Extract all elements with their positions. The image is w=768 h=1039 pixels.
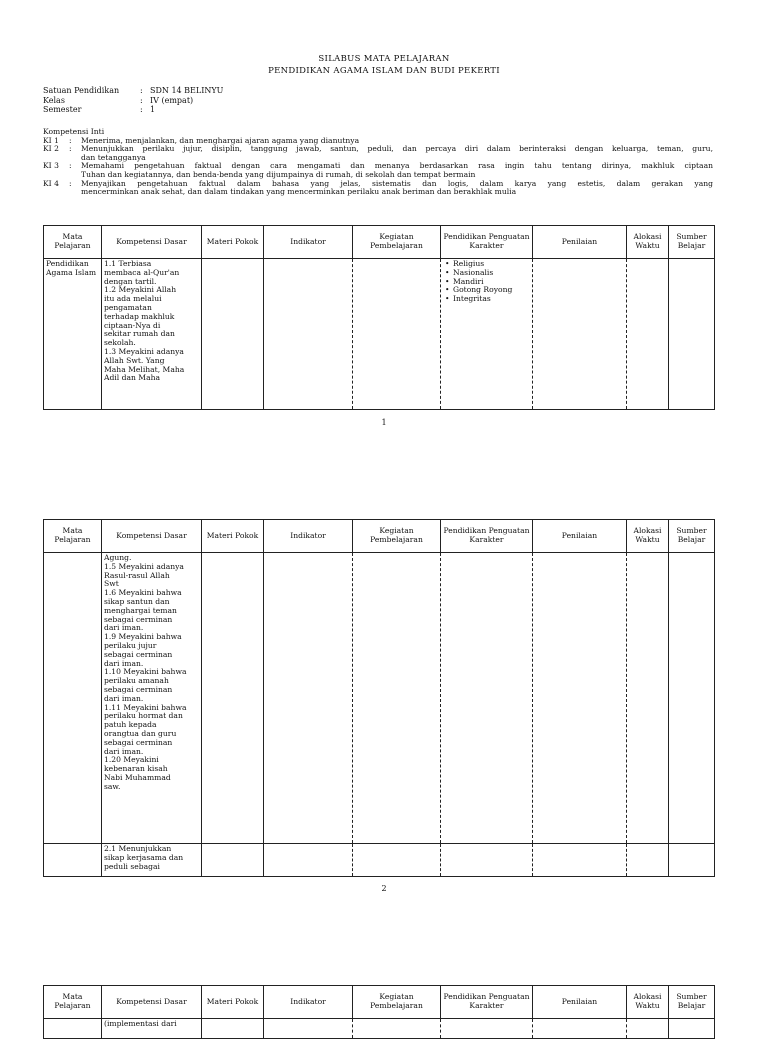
header-mapel: Mata Pelajaran (44, 520, 102, 553)
cell-alokasi (627, 553, 669, 844)
cell-mapel: Pendidikan Agama Islam (44, 259, 102, 410)
identity-block (43, 86, 223, 115)
kd-line: Swt (104, 579, 119, 589)
cell-mapel (44, 553, 102, 844)
cell-kd (102, 844, 202, 877)
cell-ppk (441, 844, 533, 877)
header-kd: Kompetensi Dasar (102, 520, 202, 553)
kd-line: (implementasi dari (104, 1020, 177, 1028)
header-alokasi: Alokasi Waktu (627, 986, 669, 1019)
ki-item: KI 2 : Menunjukkan perilaku jujur, disiplin, tanggung jawab, santun, peduli, dan percaya diri dalam berinteraksi dengan keluarga, teman, guru, dan tetangganya (43, 144, 713, 162)
kd-line: dari iman. (104, 746, 144, 756)
header-kd: Kompetensi Dasar (102, 226, 202, 259)
cell-kegiatan (353, 553, 441, 844)
header-ppk: Pendidikan Penguatan Karakter (441, 226, 533, 259)
kd-line: perilaku jujur (104, 640, 157, 650)
header-alokasi: Alokasi Waktu (627, 520, 669, 553)
kd-line: sebagai cerminan (104, 684, 173, 694)
header-materi: Materi Pokok (202, 226, 264, 259)
header-alokasi: Alokasi Waktu (627, 226, 669, 259)
cell-indikator (264, 259, 353, 410)
table-header-row (44, 226, 715, 259)
list-item: • Mandiri (453, 278, 530, 287)
kd-line: dengan tartil. (104, 276, 157, 286)
list-item: • Integritas (453, 295, 530, 304)
header-penilaian: Penilaian (533, 226, 627, 259)
cell-ppk (441, 259, 533, 410)
kd-line: kebenaran kisah (104, 764, 168, 774)
header-ppk: Pendidikan Penguatan Karakter (441, 520, 533, 553)
table-row (44, 1019, 715, 1039)
kd-line: 1.11 Meyakini bahwa (104, 702, 187, 712)
cell-kegiatan (353, 259, 441, 410)
cell-indikator (264, 844, 353, 877)
header-mapel: Mata Pelajaran (44, 226, 102, 259)
page-number: 1 (381, 418, 387, 427)
cell-mapel (44, 844, 102, 877)
syllabus-title: SILABUS MATA PELAJARAN (318, 54, 450, 64)
ki-item: KI 3 : Memahami pengetahuan faktual dengan cara mengamati dan menanya berdasarkan rasa ingin tahu tentang dirinya, makhluk ciptaan Tuhan dan kegiatannya, dan benda-benda yang dijumpainya di rumah, di sekolah dan tempat bermain (43, 161, 713, 179)
cell-alokasi (627, 259, 669, 410)
cell-materi (202, 553, 264, 844)
cell-kegiatan (353, 1019, 441, 1039)
kd-line: Rasul-rasul Allah (104, 570, 170, 580)
kd-line: 1.2 Meyakini Allah (104, 285, 177, 295)
cell-penilaian (533, 1019, 627, 1039)
cell-penilaian (533, 553, 627, 844)
header-kegiatan: Kegiatan Pembelajaran (353, 986, 441, 1019)
cell-indikator (264, 1019, 353, 1039)
cell-ppk (441, 1019, 533, 1039)
cell-ppk (441, 553, 533, 844)
kd-lines-page-1 (104, 260, 199, 408)
list-item: • Religius (453, 260, 530, 269)
cell-kegiatan (353, 844, 441, 877)
kd-line: Agung. (104, 554, 132, 562)
kd-line: itu ada melalui (104, 294, 162, 304)
cell-penilaian (533, 259, 627, 410)
cell-sumber (669, 259, 715, 410)
list-item: • Nasionalis (453, 269, 530, 278)
cell-sumber (669, 553, 715, 844)
table-header-row (44, 986, 715, 1019)
kd-line: sebagai cerminan (104, 614, 173, 624)
cell-sumber (669, 1019, 715, 1039)
kd-line: pengamatan (104, 302, 152, 312)
header-materi: Materi Pokok (202, 520, 264, 553)
header-indikator: Indikator (264, 226, 353, 259)
kd-line: Nabi Muhammad (104, 772, 171, 782)
kd-lines-page-3 (104, 1020, 199, 1028)
kd-line: sebagai cerminan (104, 649, 173, 659)
kd-line: dari iman. (104, 658, 144, 668)
kd-line: Allah Swt. Yang (104, 355, 165, 365)
kd-line: dari iman. (104, 693, 144, 703)
kd-line: perilaku hormat dan (104, 711, 183, 721)
page-number: 2 (381, 884, 387, 893)
cell-penilaian (533, 844, 627, 877)
kd-line: membaca al-Qur'an (104, 267, 180, 277)
table-row (44, 259, 715, 410)
kd-line: 1.9 Meyakini bahwa (104, 632, 182, 642)
header-sumber: Sumber Belajar (669, 520, 715, 553)
table-row (44, 844, 715, 877)
karakter-list (443, 260, 530, 304)
header-kegiatan: Kegiatan Pembelajaran (353, 520, 441, 553)
kd-line: perilaku amanah (104, 676, 169, 686)
kd-line: menghargai teman (104, 605, 177, 615)
kd-line: 1.10 Meyakini bahwa (104, 667, 187, 677)
header-sumber: Sumber Belajar (669, 226, 715, 259)
syllabus-subtitle: PENDIDIKAN AGAMA ISLAM DAN BUDI PEKERTI (268, 66, 500, 76)
kd-line: 1.1 Terbiasa (104, 260, 152, 268)
kd-line: orangtua dan guru (104, 728, 177, 738)
cell-materi (202, 1019, 264, 1039)
ki-heading: Kompetensi Inti (43, 127, 105, 136)
cell-kd (102, 1019, 202, 1039)
kd-lines-page-2b (104, 845, 199, 875)
kompetensi-inti (43, 128, 713, 197)
kd-line: 1.5 Meyakini adanya (104, 561, 184, 571)
list-item: • Gotong Royong (453, 286, 530, 295)
kd-line: ciptaan-Nya di (104, 320, 161, 330)
ki-item: KI 4 : Menyajikan pengetahuan faktual dalam bahasa yang jelas, sistematis dan logis, dalam karya yang estetis, dalam gerakan yang mencerminkan anak sehat, dan dalam tindakan yang mencerminkan perilaku anak beriman dan berakhlak mulia (43, 178, 713, 197)
kd-line: 1.3 Meyakini adanya (104, 346, 184, 356)
cell-indikator (264, 553, 353, 844)
header-penilaian: Penilaian (533, 520, 627, 553)
cell-kd (102, 553, 202, 844)
kd-line: Adil dan Maha (104, 373, 161, 383)
header-kd: Kompetensi Dasar (102, 986, 202, 1019)
table-row (44, 553, 715, 844)
identity-row: Satuan Pendidikan : SDN 14 BELINYU (43, 86, 224, 95)
kd-lines-page-2a (104, 554, 199, 842)
header-penilaian: Penilaian (533, 986, 627, 1019)
kd-line: 1.20 Meyakini (104, 755, 159, 765)
kd-line: 1.6 Meyakini bahwa (104, 588, 182, 598)
header-mapel: Mata Pelajaran (44, 986, 102, 1019)
kd-line: patuh kepada (104, 720, 157, 730)
syllabus-table-page-3 (43, 985, 715, 1039)
header-kegiatan: Kegiatan Pembelajaran (353, 226, 441, 259)
cell-alokasi (627, 844, 669, 877)
syllabus-table-page-2 (43, 519, 715, 877)
kd-line: sekolah. (104, 338, 136, 348)
identity-row: Kelas : IV (empat) (43, 95, 194, 105)
kd-line: dari iman. (104, 623, 144, 633)
header-indikator: Indikator (264, 520, 353, 553)
ki-item: KI 1 : Menerima, menjalankan, dan menghargai ajaran agama yang dianutnya (43, 135, 360, 145)
cell-materi (202, 844, 264, 877)
cell-kd (102, 259, 202, 410)
kd-line: terhadap makhluk (104, 311, 175, 321)
syllabus-table-page-1 (43, 225, 715, 410)
cell-mapel (44, 1019, 102, 1039)
header-materi: Materi Pokok (202, 986, 264, 1019)
table-header-row (44, 520, 715, 553)
kd-line: Maha Melihat, Maha (104, 364, 185, 374)
kd-line: sikap kerjasama dan (104, 852, 184, 862)
header-sumber: Sumber Belajar (669, 986, 715, 1019)
kd-line: sikap santun dan (104, 596, 170, 606)
kd-line: sebagai cerminan (104, 737, 173, 747)
cell-alokasi (627, 1019, 669, 1039)
identity-row: Semester : 1 (43, 105, 156, 114)
kd-line: peduli sebagai (104, 861, 160, 871)
kd-line: sekitar rumah dan (104, 329, 175, 339)
cell-sumber (669, 844, 715, 877)
cell-materi (202, 259, 264, 410)
kd-line: 2.1 Menunjukkan (104, 845, 172, 853)
header-indikator: Indikator (264, 986, 353, 1019)
header-ppk: Pendidikan Penguatan Karakter (441, 986, 533, 1019)
kd-line: saw. (104, 781, 121, 791)
